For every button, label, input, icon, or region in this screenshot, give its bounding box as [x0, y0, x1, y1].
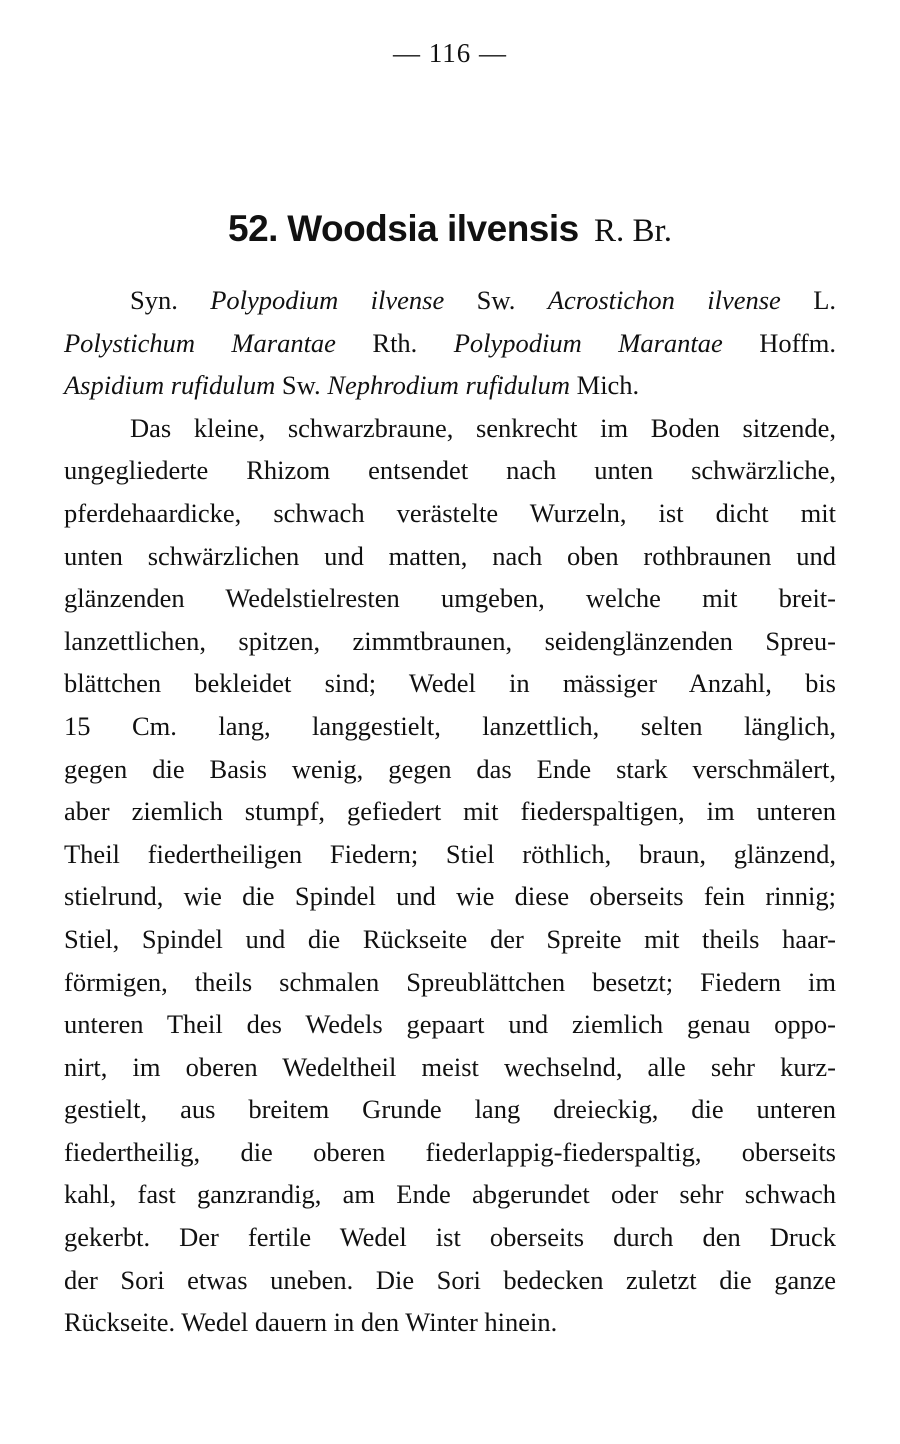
page-number: — 116 —: [393, 38, 507, 68]
species-text: [64, 279, 836, 1344]
description-line: der Sori etwas uneben. Die Sori bedecken zuletzt die ganze: [64, 1264, 836, 1295]
synonym-name: Acrostichon ilvense: [547, 285, 781, 315]
description-line: aber ziemlich stumpf, gefiedert mit fiederspaltigen, im unteren: [64, 796, 836, 827]
synonym-fragment: Hoffm.: [722, 327, 836, 358]
synonym-fragment: Mich.: [570, 370, 640, 401]
synonym-name: Polypodium Marantae: [453, 327, 723, 358]
species-heading: [0, 207, 900, 253]
description-line: kahl, fast ganzrandig, am Ende abgerundet oder sehr schwach: [64, 1179, 836, 1210]
synonym-name: Polypodium ilvense: [210, 285, 445, 315]
description-line: gegen die Basis wenig, gegen das Ende stark verschmälert,: [64, 753, 836, 784]
description-line: gestielt, aus breitem Grunde lang dreieckig, die unteren: [64, 1094, 836, 1125]
species-author: R. Br.: [594, 213, 672, 249]
description-line: gekerbt. Der fertile Wedel ist oberseits durch den Druck: [64, 1222, 836, 1253]
synonym-fragment: Sw.: [275, 370, 328, 401]
description-line: fiedertheilig, die oberen fiederlappig-fiederspaltig, oberseits: [64, 1136, 836, 1167]
synonym-fragment: L.: [780, 285, 837, 315]
description-line: Stiel, Spindel und die Rückseite der Spreite mit theils haar-: [64, 923, 836, 954]
synonym-line: [64, 322, 836, 365]
synonym-block: [64, 279, 836, 407]
synonym-name: Aspidium rufidulum: [64, 370, 276, 401]
description-line: unteren Theil des Wedels gepaart und ziemlich genau oppo-: [64, 1009, 836, 1040]
synonym-fragment: Rth.: [335, 327, 454, 358]
description-line: nirt, im oberen Wedeltheil meist wechselnd, alle sehr kurz-: [64, 1051, 836, 1082]
synonym-fragment: Sw.: [444, 285, 548, 315]
synonym-line: [64, 279, 836, 322]
description-line: ungegliederte Rhizom entsendet nach unten schwärzliche,: [64, 455, 836, 486]
description-line: Theil fiedertheiligen Fiedern; Stiel röthlich, braun, glänzend,: [64, 838, 836, 869]
description-line: Rückseite. Wedel dauern in den Winter hinein.: [64, 1307, 558, 1338]
species-name: Woodsia ilvensis: [287, 208, 579, 249]
species-number: 52.: [228, 208, 278, 249]
description-line: glänzenden Wedelstielresten umgeben, welche mit breit-: [64, 583, 836, 614]
description-line: 15 Cm. lang, langgestielt, lanzettlich, selten länglich,: [64, 710, 836, 741]
description-line: stielrund, wie die Spindel und wie diese oberseits fein rinnig;: [64, 881, 836, 912]
synonym-name: Polystichum Marantae: [64, 327, 336, 358]
synonym-line: [64, 364, 836, 407]
description-line: förmigen, theils schmalen Spreublättchen besetzt; Fiedern im: [64, 966, 836, 997]
description-line: unten schwärzlichen und matten, nach oben rothbraunen und: [64, 540, 836, 571]
synonym-fragment: Syn.: [130, 285, 211, 315]
description-line: blättchen bekleidet sind; Wedel in mässiger Anzahl, bis: [64, 668, 836, 699]
description-line: Das kleine, schwarzbraune, senkrecht im Boden sitzende,: [130, 412, 836, 443]
synonym-name: Nephrodium rufidulum: [327, 370, 570, 401]
description-line: lanzettlichen, spitzen, zimmtbraunen, seidenglänzenden Spreu-: [64, 625, 836, 656]
description-paragraph: [64, 407, 836, 1344]
description-line: pferdehaardicke, schwach verästelte Wurzeln, ist dicht mit: [64, 497, 836, 528]
